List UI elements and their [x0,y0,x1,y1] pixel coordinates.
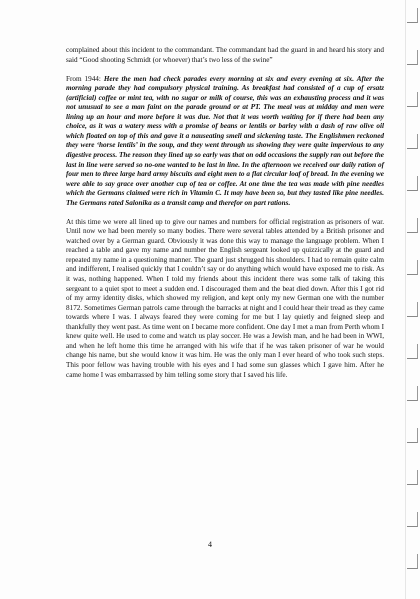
page-edge-mark [407,50,418,65]
page-edge-mark [407,428,418,443]
page-edge-mark [407,470,418,485]
paragraph-2-quote: Here the men had check parades every morning at six and every evening at six. After the morning parade they had compulsory physical training. As breakfast had consisted of a cup of ersatz (artificial) coffee or mint tea, with no sugar or milk of course, this was an exhausting process and it was not unusual to see a man faint on the parade ground or at PT. The meal was at midday and men were lining up an hour and more before it was due. Not that it was worth waiting for if there had been any choice, as it was a watery mess with a promise of beans or lentils or barley with a dash of raw olive oil which floated on top of this and gave it a nauseating smell and sickening taste. The Englishmen reckoned they were ‘horse lentils’ in the soup, and they went through us showing they were quite impervious to any digestive process. The reason they lined up so early was that on odd occasions the supply ran out before the last in line were served so no-one wanted to be last in line. In the afternoon we received our daily ration of four men to three large hard army biscuits and eight men to a flat circular loaf of bread. In the evening we were able to say grace over another cup of tea or coffee. At one time the tea was made with pine needles which the Germans claimed were rich in Vitamin C. It may have been so, but they tasted like pine needles. The Germans rated Salonika as a transit camp and therefor on part rations. [66,74,385,207]
page-edge-mark [407,218,418,233]
page-edge-mark [407,8,418,23]
paragraph-1: complained about this incident to the commandant. The commandant had the guard in and heard his story and said “Good shooting Schmidt (or whoever) that’s two less of the swine” [66,46,384,64]
paragraph-2-lead: From 1944: [66,74,104,83]
paragraph-3: At this time we were all lined up to give our names and numbers for official registration as prisoners of war. Until now we had been merely so many bodies. There were several tables attended by a British prisoner and watched over by a German guard. Obviously it was done this way to manage the language problem. When I reached a table and gave my name and number the English sergeant looked up quizzically at the guard and repeated my name in a questioning manner. The guard just shrugged his shoulders. I had to remain quite calm and indifferent, I realised quickly that I couldn’t say or do anything which would have exposed me to risk. As it was, nothing happened. When I told my friends about this incident there was some talk of taking this sergeant to a quiet spot to meet a sudden end. I discouraged them and the beat died down. After this I got rid of my army identity disks, which showed my religion, and kept only my new German one with the number 8172. Sometimes German patrols came through the barracks at night and I could hear their tread as they came towards where I was. I always feared they were coming for me but I lay quietly and feigned sleep and thankfully they went past. As time went on I became more confident. One day I met a man from Perth whom I knew quite well. He used to come and watch us play soccer. He was a Jewish man, and he had been in WWI, and when he left home this time he arranged with his wife that if he was taken prisoner of war he would change his name, but she would know it was him. He was the only man I ever heard of who took such steps. This poor fellow was having trouble with his eyes and I had some sun glasses which I gave him. After he came home I was embarrassed by him telling some story that I saved his life. [66,217,384,379]
page-edge-mark [407,344,418,359]
page-stack-edge [404,0,418,599]
paragraph-2 [66,75,384,209]
page-edge-mark [407,92,418,107]
page-number: 4 [208,540,212,549]
page-edge-mark [407,134,418,149]
page-edge-mark [407,176,418,191]
page-edge-mark [407,512,418,527]
page-edge-mark [407,260,418,275]
page-edge-mark [407,386,418,401]
page-edge-mark [407,302,418,317]
page-edge-mark [407,554,418,569]
document-body [66,46,384,390]
